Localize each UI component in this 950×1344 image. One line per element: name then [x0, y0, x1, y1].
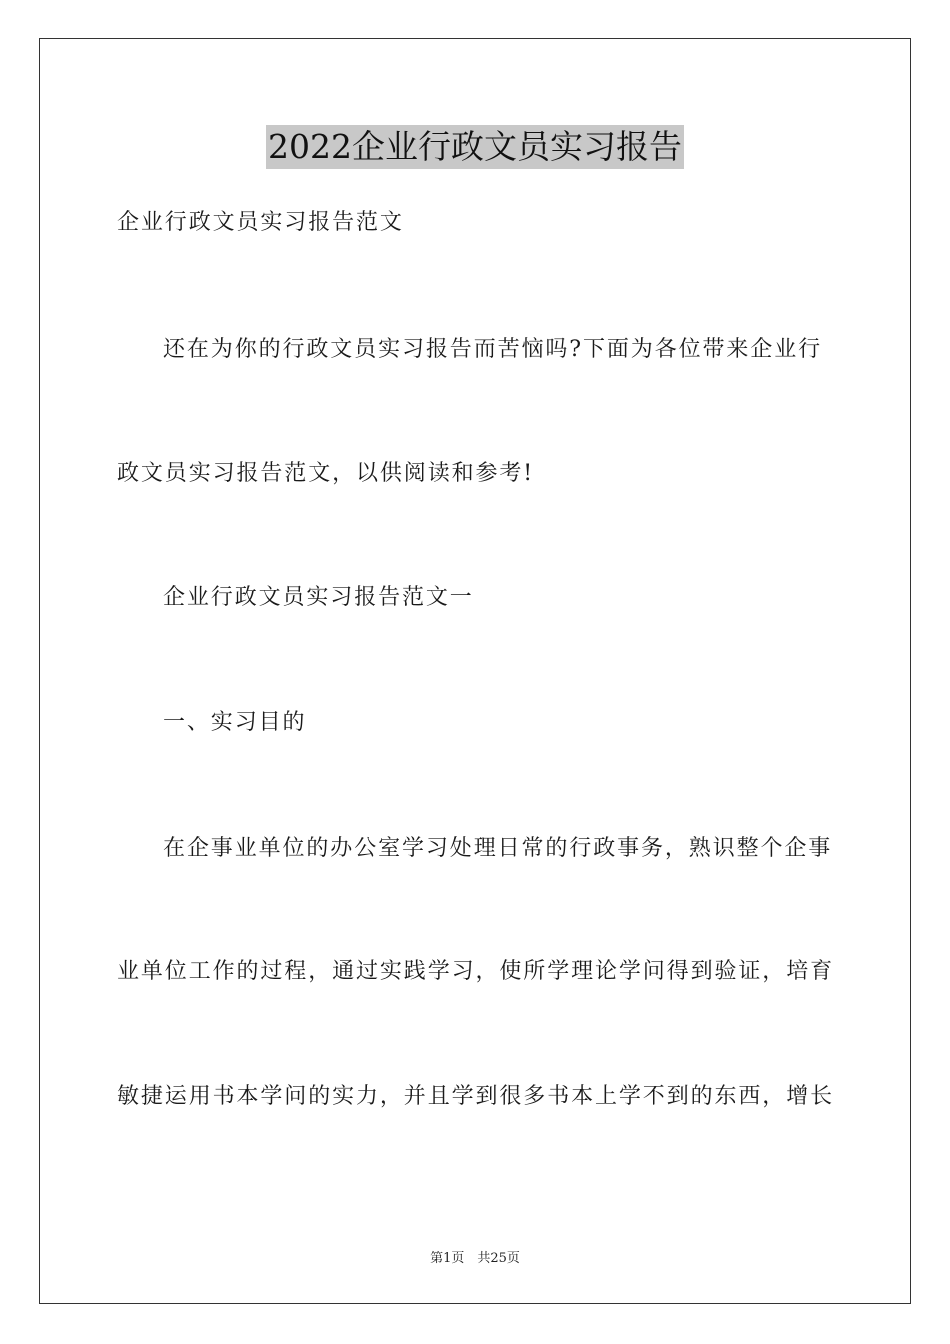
title-container — [0, 125, 950, 169]
body-line: 敏捷运用书本学问的实力，并且学到很多书本上学不到的东西，增长 — [117, 1084, 835, 1109]
body-line: 在企事业单位的办公室学习处理日常的行政事务，熟识整个企事 — [163, 836, 833, 861]
body-line: 业单位工作的过程，通过实践学习，使所学理论学问得到验证，培育 — [117, 959, 835, 984]
subtitle-line: 企业行政文员实习报告范文 — [117, 210, 404, 235]
body-line: 还在为你的行政文员实习报告而苦恼吗?下面为各位带来企业行 — [163, 337, 822, 362]
body-line: 政文员实习报告范文，以供阅读和参考! — [117, 461, 535, 486]
document-title: 2022企业行政文员实习报告 — [266, 125, 684, 169]
section-heading: 一、实习目的 — [163, 710, 307, 735]
section-heading: 企业行政文员实习报告范文一 — [163, 585, 474, 610]
page-number-footer: 第1页 共25页 — [430, 1251, 520, 1266]
